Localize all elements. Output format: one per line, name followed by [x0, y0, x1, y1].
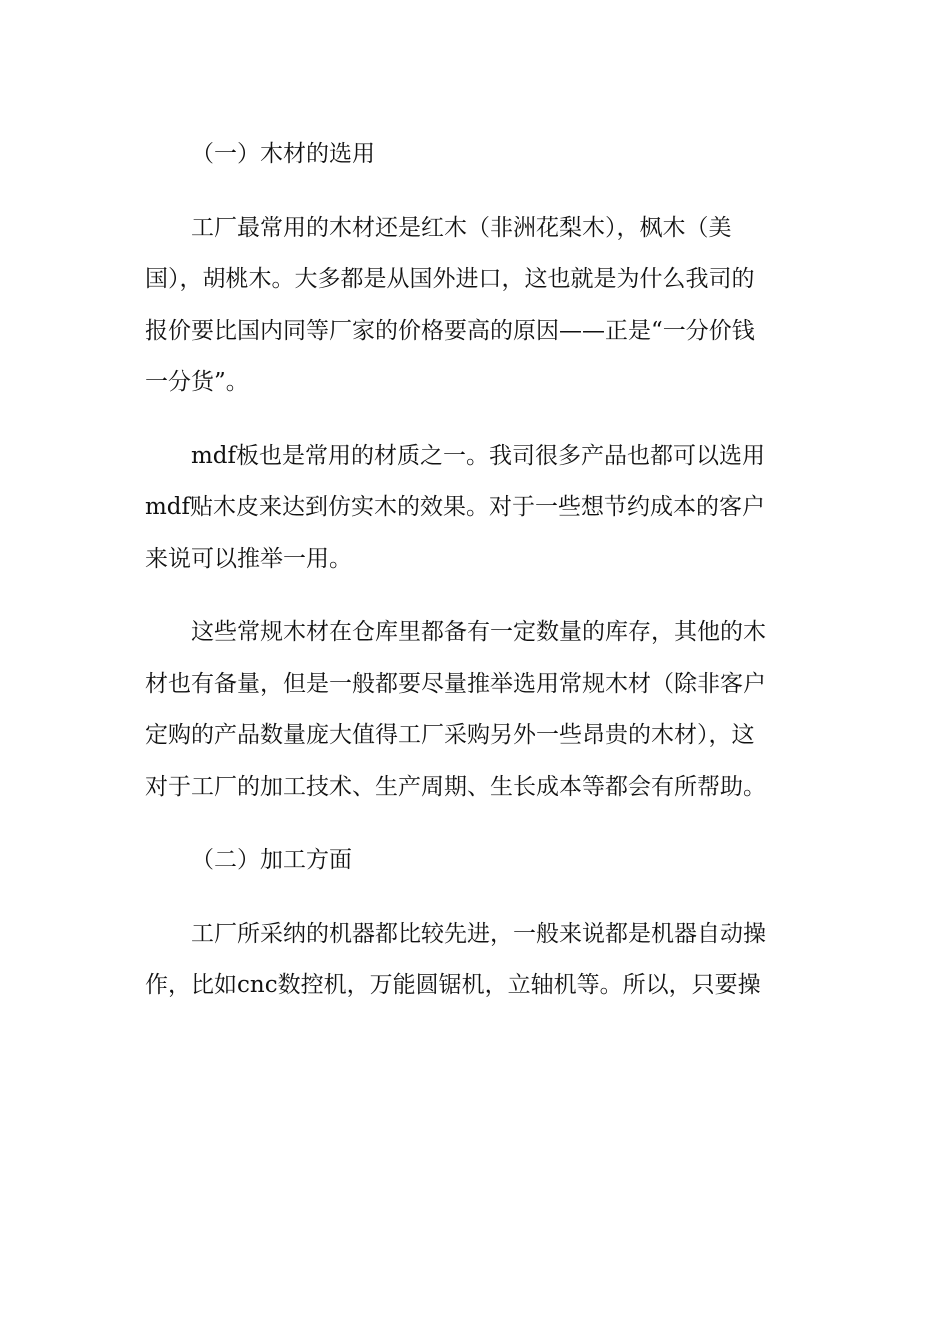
- paragraph-line: 报价要比国内同等厂家的价格要高的原因——正是“一分价钱: [145, 317, 755, 344]
- document-body: [145, 129, 805, 1012]
- paragraph-line: mdf板也是常用的材质之一。我司很多产品也都可以选用: [191, 442, 766, 469]
- paragraph-mdf-board: [145, 431, 805, 586]
- section-heading-processing: （二）加工方面: [191, 847, 352, 873]
- paragraph-line: mdf贴木皮来达到仿实木的效果。对于一些想节约成本的客户: [145, 494, 766, 520]
- paragraph-line: 工厂最常用的木材还是红木（非洲花梨木），枫木（美: [191, 214, 732, 241]
- paragraph-line: 工厂所采纳的机器都比较先进，一般来说都是机器自动操: [191, 920, 766, 947]
- paragraph-line: 作，比如cnc数控机，万能圆锯机，立轴机等。所以，只要操: [145, 972, 761, 998]
- paragraph-line: 定购的产品数量庞大值得工厂采购另外一些昂贵的木材），这: [145, 722, 755, 748]
- paragraph-line: 材也有备量，但是一般都要尽量推举选用常规木材（除非客户: [145, 670, 766, 697]
- paragraph-line: 国），胡桃木。大多都是从国外进口，这也就是为什么我司的: [145, 266, 755, 292]
- paragraph-machines: [145, 909, 805, 1012]
- paragraph-line: 来说可以推举一用。: [145, 545, 352, 572]
- paragraph-line: 对于工厂的加工技术、生产周期、生长成本等都会有所帮助。: [145, 773, 766, 800]
- paragraph-line: 一分货”。: [145, 369, 249, 395]
- paragraph-line: 这些常规木材在仓库里都备有一定数量的库存，其他的木: [191, 619, 766, 645]
- paragraph-stock-woods: [145, 607, 805, 813]
- section-heading-wood-selection: （一）木材的选用: [191, 141, 375, 167]
- paragraph-common-woods: [145, 203, 805, 409]
